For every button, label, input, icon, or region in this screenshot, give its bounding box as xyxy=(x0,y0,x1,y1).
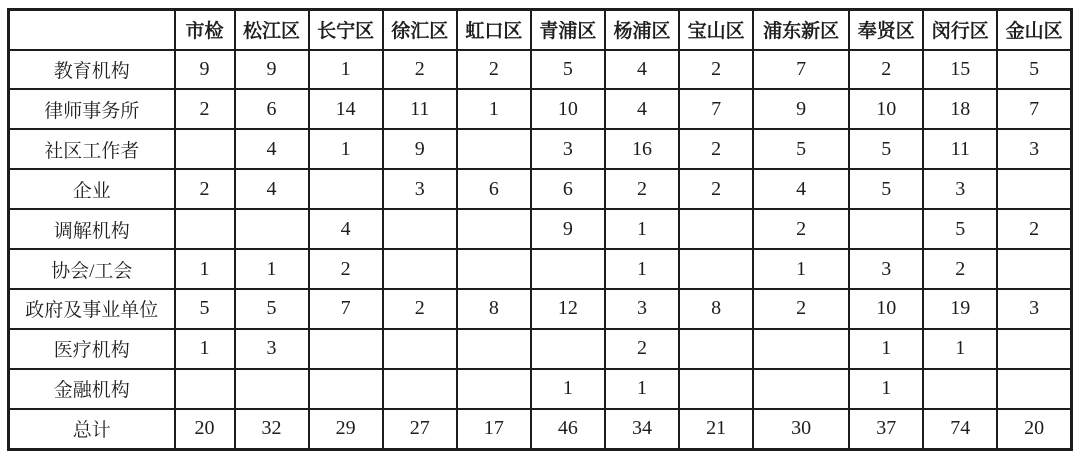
table-cell xyxy=(849,209,923,249)
row-label: 政府及事业单位 xyxy=(9,289,175,329)
table-cell: 11 xyxy=(923,129,997,169)
table-cell: 6 xyxy=(457,169,531,209)
table-cell xyxy=(309,329,383,369)
table-cell xyxy=(679,209,753,249)
table-cell xyxy=(235,209,309,249)
table-cell: 1 xyxy=(605,369,679,409)
table-cell xyxy=(457,329,531,369)
table-cell: 2 xyxy=(605,329,679,369)
table-cell xyxy=(997,169,1071,209)
table-cell xyxy=(235,369,309,409)
table-cell: 1 xyxy=(309,129,383,169)
table-cell: 3 xyxy=(383,169,457,209)
table-cell: 7 xyxy=(679,89,753,129)
table-cell: 4 xyxy=(753,169,849,209)
table-cell: 5 xyxy=(849,129,923,169)
table-cell: 2 xyxy=(679,50,753,90)
table-cell xyxy=(457,249,531,289)
table-cell: 5 xyxy=(235,289,309,329)
table-cell xyxy=(679,329,753,369)
row-label: 金融机构 xyxy=(9,369,175,409)
table-cell: 74 xyxy=(923,409,997,450)
table-cell: 20 xyxy=(175,409,235,450)
table-cell: 27 xyxy=(383,409,457,450)
table-cell: 3 xyxy=(235,329,309,369)
table-row xyxy=(9,329,1072,369)
table-cell: 5 xyxy=(997,50,1071,90)
table-cell: 15 xyxy=(923,50,997,90)
table-cell: 1 xyxy=(849,329,923,369)
table-cell: 3 xyxy=(997,289,1071,329)
table-cell: 2 xyxy=(679,129,753,169)
table-row xyxy=(9,209,1072,249)
table-cell xyxy=(175,209,235,249)
table-cell xyxy=(997,249,1071,289)
table-row xyxy=(9,89,1072,129)
table-cell: 18 xyxy=(923,89,997,129)
column-header: 奉贤区 xyxy=(849,10,923,50)
table-cell: 1 xyxy=(235,249,309,289)
table-cell: 5 xyxy=(753,129,849,169)
table-row xyxy=(9,50,1072,90)
table-cell: 30 xyxy=(753,409,849,450)
table-cell: 8 xyxy=(457,289,531,329)
table-cell xyxy=(309,369,383,409)
row-label: 教育机构 xyxy=(9,50,175,90)
table-row xyxy=(9,289,1072,329)
table-cell: 7 xyxy=(309,289,383,329)
table-cell: 1 xyxy=(175,249,235,289)
table-row xyxy=(9,169,1072,209)
table-cell xyxy=(457,129,531,169)
table-cell: 37 xyxy=(849,409,923,450)
table-cell: 32 xyxy=(235,409,309,450)
table-header xyxy=(9,10,1072,50)
table-row xyxy=(9,249,1072,289)
table-cell xyxy=(531,249,605,289)
table-cell: 2 xyxy=(175,169,235,209)
table-cell: 8 xyxy=(679,289,753,329)
table-cell: 2 xyxy=(923,249,997,289)
table-cell: 9 xyxy=(235,50,309,90)
table-cell: 2 xyxy=(997,209,1071,249)
row-label: 企业 xyxy=(9,169,175,209)
table-cell: 2 xyxy=(849,50,923,90)
table-cell xyxy=(309,169,383,209)
table-cell: 17 xyxy=(457,409,531,450)
table-cell xyxy=(997,369,1071,409)
table-cell: 3 xyxy=(997,129,1071,169)
table-cell: 5 xyxy=(923,209,997,249)
column-header: 青浦区 xyxy=(531,10,605,50)
table-row-total xyxy=(9,409,1072,450)
table-cell xyxy=(457,209,531,249)
row-label: 协会/工会 xyxy=(9,249,175,289)
table-cell: 10 xyxy=(849,89,923,129)
table-cell: 2 xyxy=(605,169,679,209)
table-cell: 1 xyxy=(175,329,235,369)
table-cell: 4 xyxy=(309,209,383,249)
row-label: 律师事务所 xyxy=(9,89,175,129)
table-cell: 10 xyxy=(531,89,605,129)
table-cell: 9 xyxy=(383,129,457,169)
table-cell xyxy=(753,369,849,409)
column-header: 金山区 xyxy=(997,10,1071,50)
table-row xyxy=(9,369,1072,409)
header-row xyxy=(9,10,1072,50)
column-header: 徐汇区 xyxy=(383,10,457,50)
row-label: 社区工作者 xyxy=(9,129,175,169)
table-cell: 2 xyxy=(753,209,849,249)
row-label: 调解机构 xyxy=(9,209,175,249)
table-cell: 9 xyxy=(753,89,849,129)
table-cell: 2 xyxy=(457,50,531,90)
column-header: 闵行区 xyxy=(923,10,997,50)
table-cell: 5 xyxy=(849,169,923,209)
table-cell xyxy=(383,329,457,369)
table-cell xyxy=(383,369,457,409)
table-cell: 1 xyxy=(753,249,849,289)
column-header: 长宁区 xyxy=(309,10,383,50)
row-label: 总计 xyxy=(9,409,175,450)
district-category-table xyxy=(7,8,1073,451)
table-cell xyxy=(679,369,753,409)
table-cell: 11 xyxy=(383,89,457,129)
table-cell: 6 xyxy=(235,89,309,129)
table-cell: 4 xyxy=(605,89,679,129)
column-header: 市检 xyxy=(175,10,235,50)
table-cell: 4 xyxy=(605,50,679,90)
table-cell: 29 xyxy=(309,409,383,450)
table-cell xyxy=(923,369,997,409)
table-cell: 5 xyxy=(531,50,605,90)
table-cell xyxy=(997,329,1071,369)
table-cell: 16 xyxy=(605,129,679,169)
table-cell: 21 xyxy=(679,409,753,450)
column-header: 虹口区 xyxy=(457,10,531,50)
table-cell: 1 xyxy=(923,329,997,369)
table-cell xyxy=(679,249,753,289)
table-cell: 1 xyxy=(605,249,679,289)
table-cell: 1 xyxy=(849,369,923,409)
table-cell xyxy=(531,329,605,369)
table-cell: 34 xyxy=(605,409,679,450)
table-cell: 10 xyxy=(849,289,923,329)
table-cell: 46 xyxy=(531,409,605,450)
table-cell: 9 xyxy=(175,50,235,90)
row-label: 医疗机构 xyxy=(9,329,175,369)
table-cell: 1 xyxy=(457,89,531,129)
table-cell xyxy=(457,369,531,409)
table-cell: 3 xyxy=(531,129,605,169)
table-cell: 7 xyxy=(997,89,1071,129)
table-row xyxy=(9,129,1072,169)
table-cell: 2 xyxy=(383,289,457,329)
corner-cell xyxy=(9,10,175,50)
table-cell: 7 xyxy=(753,50,849,90)
column-header: 宝山区 xyxy=(679,10,753,50)
table-cell: 3 xyxy=(605,289,679,329)
table-cell: 3 xyxy=(849,249,923,289)
table-cell: 2 xyxy=(383,50,457,90)
table-cell: 14 xyxy=(309,89,383,129)
table-cell: 1 xyxy=(531,369,605,409)
table-cell: 2 xyxy=(309,249,383,289)
table-cell: 4 xyxy=(235,129,309,169)
table-cell xyxy=(383,249,457,289)
column-header: 松江区 xyxy=(235,10,309,50)
table-cell: 2 xyxy=(753,289,849,329)
column-header: 浦东新区 xyxy=(753,10,849,50)
table-cell: 4 xyxy=(235,169,309,209)
table-body xyxy=(9,50,1072,450)
table-cell: 1 xyxy=(605,209,679,249)
table-cell: 20 xyxy=(997,409,1071,450)
table-cell xyxy=(175,129,235,169)
table-cell xyxy=(753,329,849,369)
table-cell xyxy=(175,369,235,409)
table-cell: 9 xyxy=(531,209,605,249)
table-cell: 6 xyxy=(531,169,605,209)
table-cell: 2 xyxy=(175,89,235,129)
table-cell: 2 xyxy=(679,169,753,209)
table-cell: 1 xyxy=(309,50,383,90)
column-header: 杨浦区 xyxy=(605,10,679,50)
table-cell: 12 xyxy=(531,289,605,329)
table-cell: 3 xyxy=(923,169,997,209)
table-cell: 5 xyxy=(175,289,235,329)
table-cell xyxy=(383,209,457,249)
table-cell: 19 xyxy=(923,289,997,329)
